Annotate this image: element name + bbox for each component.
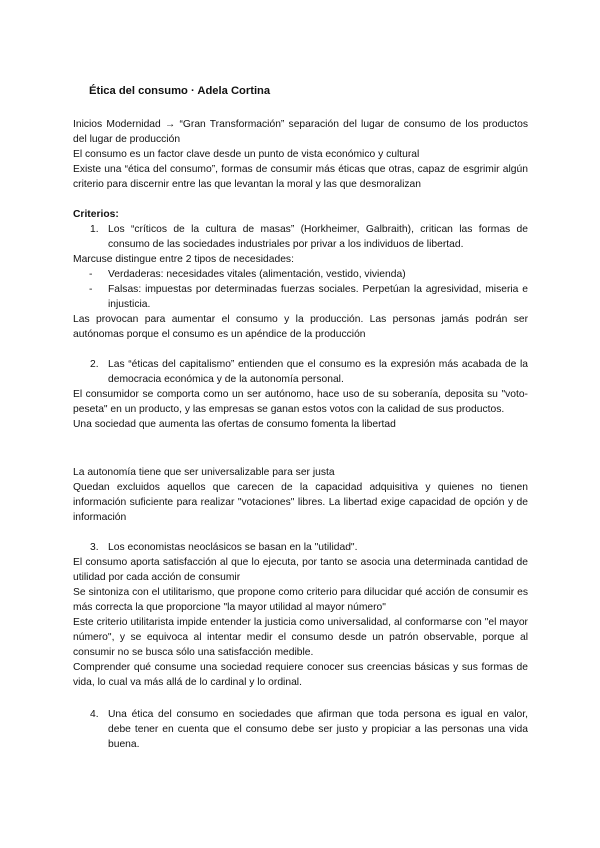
criterio-item-4 <box>73 707 528 752</box>
item-number: 2. <box>90 359 99 370</box>
paragraph: Quedan excluidos aquellos que carecen de la capacidad adquisitiva y quienes no tienen información suficiente para realizar "votaciones" libres. La libertad exige capacidad de opción y de información <box>73 482 528 523</box>
intro-paragraph: Existe una “ética del consumo”, formas de consumir más éticas que otras, capaz de esgrimir algún criterio para discernir entre las que levantan la moral y las que desmoralizan <box>73 164 528 190</box>
item-text: Los “críticos de la cultura de masas” (Horkheimer, Galbraith), critican las formas de consumo de las sociedades industriales por privar a los individuos de libertad. <box>108 224 528 250</box>
paragraph: El consumo aporta satisfacción al que lo ejecuta, por tanto se asocia una determinada cantidad de utilidad por cada acción de consumir <box>73 557 528 583</box>
list-item-verdaderas <box>73 267 528 282</box>
dash-bullet: - <box>89 284 93 295</box>
criterio-section-2 <box>73 357 528 432</box>
item-number: 3. <box>90 542 99 553</box>
criterio-item-2 <box>73 357 528 387</box>
paragraph: La autonomía tiene que ser universalizable para ser justa <box>73 467 335 478</box>
conclusion-paragraph: Las provocan para aumentar el consumo y la producción. Las personas jamás podrán ser autónomas porque el consumo es un apéndice de la producción <box>73 314 528 340</box>
list-item-text: Verdaderas: necesidades vitales (alimentación, vestido, vivienda) <box>108 269 406 280</box>
criterio-item-3 <box>73 540 528 555</box>
criterio-section-4 <box>73 707 528 752</box>
paragraph: Se sintoniza con el utilitarismo, que propone como criterio para dilucidar qué acción de consumir es más correcta la que proporcione "la mayor utilidad al mayor número" <box>73 587 528 613</box>
item-text: Una ética del consumo en sociedades que afirman que toda persona es igual en valor, debe tener en cuenta que el consumo debe ser justo y propiciar a las personas una vida buena. <box>108 709 528 750</box>
item-number: 1. <box>90 224 99 235</box>
marcuse-paragraph: Marcuse distingue entre 2 tipos de necesidades: <box>73 254 294 265</box>
autonomia-section <box>73 465 528 525</box>
document-title: Ética del consumo · Adela Cortina <box>89 85 271 97</box>
dash-bullet: - <box>89 269 93 280</box>
criterios-section <box>73 207 528 342</box>
criterio-section-3 <box>73 540 528 690</box>
intro-paragraph: El consumo es un factor clave desde un punto de vista económico y cultural <box>73 149 420 160</box>
paragraph: Este criterio utilitarista impide entender la justicia como universalidad, al conformarse con "el mayor número", y se equivoca al intentar medir el consumo desde un patrón observable, porque al consumir no se busca sólo una satisfacción medible. <box>73 617 528 658</box>
intro-section <box>73 117 528 192</box>
item-text: Las “éticas del capitalismo” entienden que el consumo es la expresión más acabada de la democracia económica y de la autonomía personal. <box>108 359 528 385</box>
list-item-falsas <box>73 282 528 312</box>
list-item-text: Falsas: impuestas por determinadas fuerzas sociales. Perpetúan la agresividad, miseria e injusticia. <box>108 284 528 310</box>
paragraph: Comprender qué consume una sociedad requiere conocer sus creencias básicas y sus formas de vida, lo cual va más allá de lo cardinal y lo ordinal. <box>73 662 528 688</box>
intro-paragraph: Inicios Modernidad → “Gran Transformación” separación del lugar de consumo de los productos del lugar de producción <box>73 119 528 145</box>
paragraph: Una sociedad que aumenta las ofertas de consumo fomenta la libertad <box>73 419 396 430</box>
item-number: 4. <box>90 709 99 720</box>
criterios-heading: Criterios: <box>73 209 119 220</box>
item-text: Los economistas neoclásicos se basan en la "utilidad". <box>108 542 358 553</box>
paragraph: El consumidor se comporta como un ser autónomo, hace uso de su soberanía, deposita su "voto-peseta" en un producto, y las empresas se ganan estos votos con la calidad de sus productos. <box>73 389 528 415</box>
criterio-item-1 <box>73 222 528 252</box>
